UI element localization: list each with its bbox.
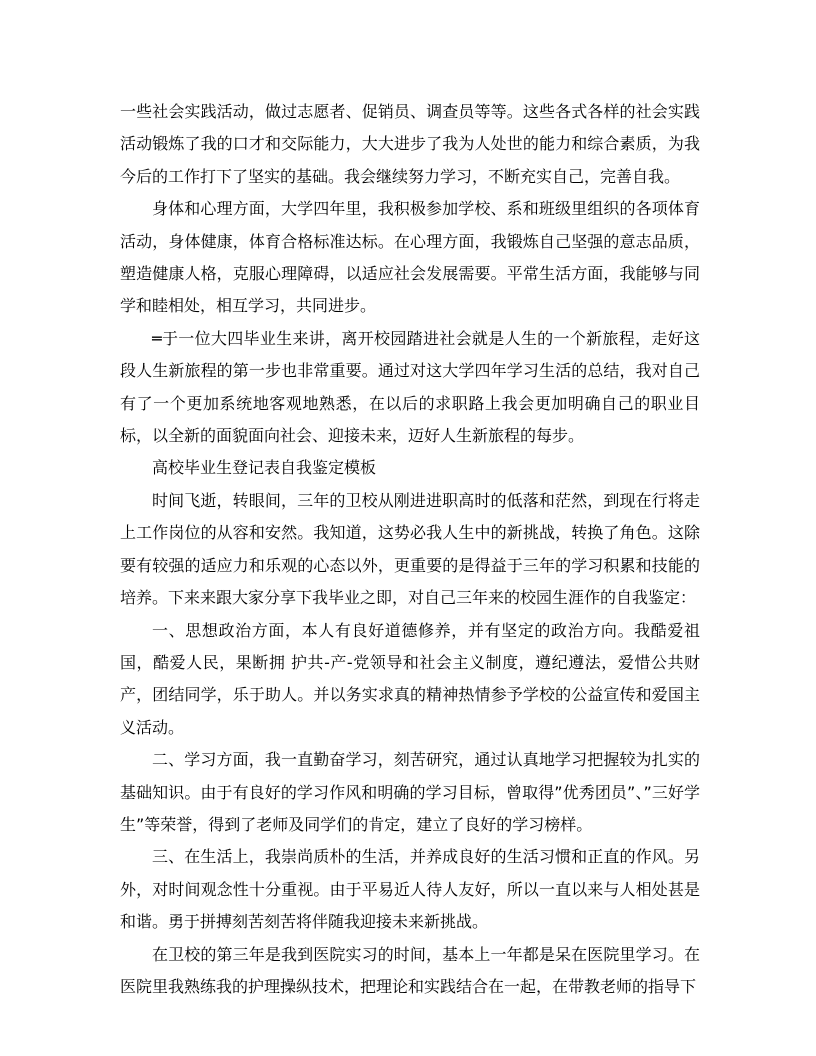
paragraph-body-mind: 身体和心理方面，大学四年里，我积极参加学校、系和班级里组织的各项体育活动，身体健康，体育合格标准达标。在心理方面，我锻炼自己坚强的意志品质，塑造健康人格，克服心理障碍，以适应社会发展需要。平常生活方面，我能够与同学和睦相处，相互学习，共同进步。 — [120, 199, 700, 316]
paragraph-new-journey: ═于一位大四毕业生来讲，离开校园踏进社会就是人生的一个新旅程，走好这段人生新旅程的第一步也非常重要。通过对这大学四年学习生活的总结，我对自己有了一个更加系统地客观地熟悉，在以后的求职路上我会更加明确自己的职业目标，以全新的面貌面向社会、迎接未来，迈好人生新旅程的每步。 — [120, 328, 700, 446]
paragraph-social-practice: 一些社会实践活动，做过志愿者、促销员、调查员等等。这些各式各样的社会实践活动锻炼了我的口才和交际能力，大大进步了我为人处世的能力和综合素质，为我今后的工作打下了坚实的基础。我会继续努力学习，不断充实自己，完善自我。 — [120, 102, 700, 186]
paragraph-study: 二、学习方面，我一直勤奋学习，刻苦研究，通过认真地学习把握较为扎实的基础知识。由于有良好的学习作风和明确的学习目标，曾取得”优秀团员”、”三好学生”等荣誉，得到了老师及同学们的肯定，建立了良好的学习榜样。 — [120, 750, 700, 834]
document-body — [120, 96, 700, 1003]
section-heading: 高校毕业生登记表自我鉴定模板 — [152, 458, 377, 478]
paragraph-political: 一、思想政治方面，本人有良好道德修养，并有坚定的政治方向。我酷爱祖国，酷爱人民，果断拥 护共-产-党领导和社会主义制度，遵纪遵法，爱惜公共财产，团结同学，乐于助人。并以务实求真的精神热情参予学校的公益宣传和爱国主义活动。 — [120, 620, 700, 737]
paragraph-life: 三、在生活上，我崇尚质朴的生活，并养成良好的生活习惯和正直的作风。另外，对时间观念性十分重视。由于平易近人待人友好，所以一直以来与人相处甚是和谐。勇于拼搏刻苦刻苦将伴随我迎接未来新挑战。 — [120, 847, 700, 932]
paragraph-internship: 在卫校的第三年是我到医院实习的时间，基本上一年都是呆在医院里学习。在医院里我熟练我的护理操纵技术，把理论和实践结合在一起，在带教老师的指导下 — [120, 944, 700, 996]
paragraph-intro: 时间飞逝，转眼间，三年的卫校从刚进进职高时的低落和茫然，到现在行将走上工作岗位的从容和安然。我知道，这势必我人生中的新挑战，转换了角色。这除要有较强的适应力和乐观的心态以外，更重要的是得益于三年的学习积累和技能的培养。下来来跟大家分享下我毕业之即，对自己三年来的校园生涯作的自我鉴定： — [120, 490, 700, 608]
